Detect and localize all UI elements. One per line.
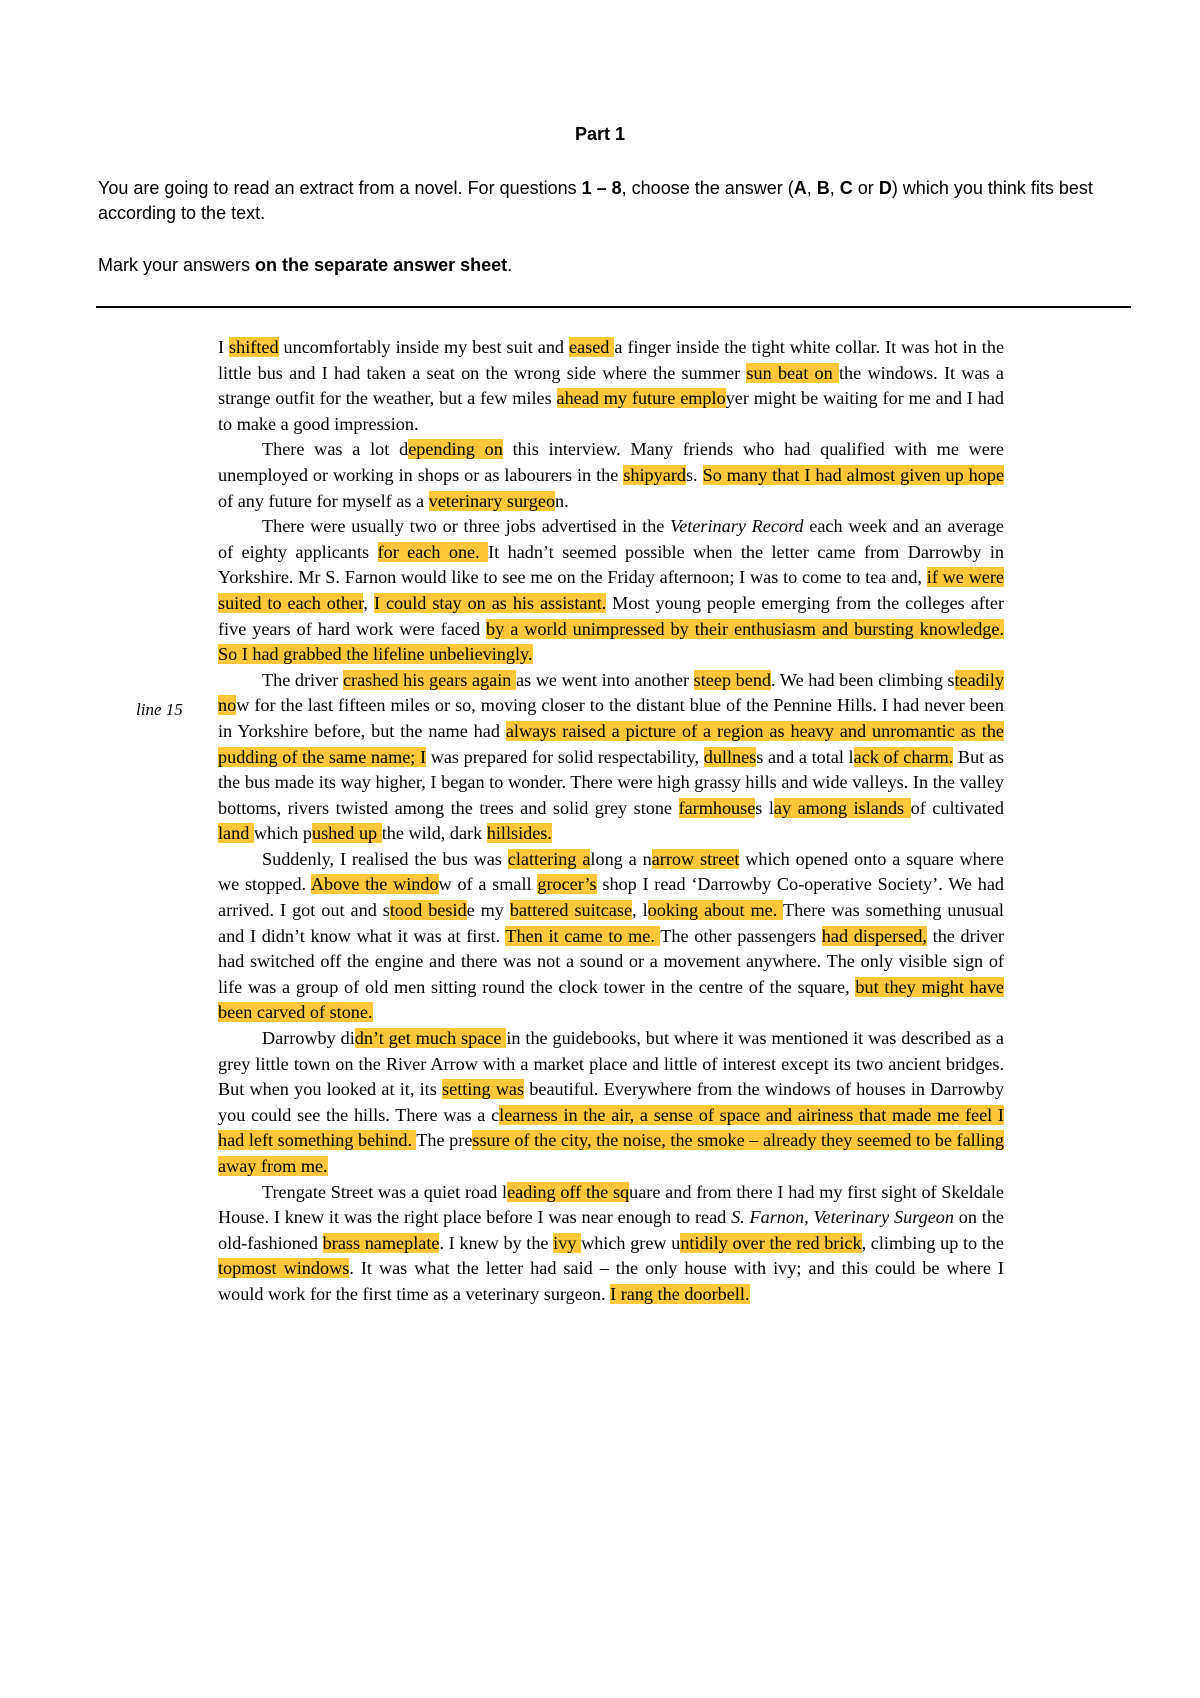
passage-text: this interview. Many friends who had qualified with me were unemployed or working in shops or as labourers in the bbox=[218, 439, 1005, 485]
highlighted-text: land bbox=[218, 823, 254, 844]
passage-text: s. bbox=[685, 464, 703, 485]
passage-text: uare and from there I had my first sight of Skeldale House. I knew it was the right place before I was near enough to read bbox=[218, 1181, 1004, 1228]
passage-paragraph bbox=[218, 335, 1004, 437]
highlighted-text: ahead my future emplo bbox=[556, 388, 726, 409]
highlighted-text: tood besid bbox=[389, 900, 467, 921]
passage-text: n. bbox=[555, 490, 569, 511]
passage-text: which opened onto a square where we stopped. bbox=[218, 848, 1004, 895]
highlighted-text: ivy bbox=[553, 1232, 582, 1253]
line-marker: line 15 bbox=[136, 700, 183, 719]
separator: , bbox=[806, 178, 817, 198]
passage-text: which p bbox=[253, 823, 312, 844]
passage-paragraph bbox=[218, 1026, 1004, 1180]
passage-text: . It was what the letter had said – the only house with ivy; and this could be where I would work for the first time as a veterinary surgeon. bbox=[218, 1258, 1004, 1304]
highlighted-text: Then it came to me. bbox=[505, 925, 661, 946]
passage-text: The pre bbox=[416, 1130, 473, 1151]
passage-text: Most young people emerging from the colleges after five years of hard work were faced bbox=[218, 592, 1005, 639]
passage-text: But as the bus made its way higher, I began to wonder. There were high grassy hills and wide valleys. In the valley bottoms, rivers twisted among the trees and solid grey stone bbox=[218, 746, 1005, 818]
highlighted-text: given up hope bbox=[900, 464, 1005, 485]
highlighted-text: battered suitcase bbox=[509, 900, 633, 921]
highlighted-text: ay among islands bbox=[773, 797, 911, 818]
highlighted-text: hillsides. bbox=[486, 823, 552, 844]
passage-text: There were usually two or three jobs advertised in the bbox=[262, 516, 671, 537]
passage-paragraph bbox=[218, 1180, 1004, 1308]
passage-text: It hadn’t seemed possible when the letter came from Darrowby in Yorkshire. Mr S. Farnon would like to see me on the Friday afternoon; I was to come to tea and, bbox=[218, 541, 1004, 588]
passage-text: was prepared for solid respectability, bbox=[426, 746, 704, 767]
passage-text: a finger inside the tight white collar. It was hot in the little bus and I had taken a seat on the wrong side where the summer bbox=[218, 337, 1005, 383]
passage-text: The driver bbox=[262, 669, 343, 690]
passage-text: beautiful. Everywhere from the windows of houses in Darrowby you could see the hills. There was a c bbox=[218, 1079, 1004, 1125]
passage-text: s l bbox=[755, 797, 774, 818]
passage-paragraph bbox=[218, 514, 1004, 668]
option-a: A bbox=[793, 178, 807, 198]
passage-text: I bbox=[218, 337, 230, 357]
option-d: D bbox=[878, 178, 892, 198]
passage-text: in the guidebooks, but where it was mentioned it was described as a grey little town on the River Arrow with a market place and little of interest except its two ancient bridges. But when you looked at it, its bbox=[218, 1028, 1004, 1100]
passage-text: Darrowby di bbox=[262, 1028, 355, 1049]
passage-text: on the old-fashioned bbox=[218, 1207, 1004, 1253]
highlighted-text: shipyard bbox=[623, 464, 686, 485]
highlighted-text: if we were suited to each other bbox=[218, 567, 1005, 613]
passage bbox=[218, 335, 1004, 1308]
passage-text: w of a small bbox=[438, 874, 538, 895]
instructions bbox=[98, 176, 1128, 226]
highlighted-text: but they might have been carved of stone. bbox=[218, 976, 1004, 1023]
highlighted-text: veterinary surgeo bbox=[428, 490, 556, 511]
highlighted-text: ushed up bbox=[311, 823, 382, 844]
separator: or bbox=[852, 178, 879, 198]
highlighted-text: by a world unimpressed by their enthusiasm and bursting knowledge. So I had grabbed the lifeline unbelievingly. bbox=[218, 618, 1005, 665]
highlighted-text: arrow street bbox=[651, 848, 740, 869]
passage-text: s and a total l bbox=[756, 746, 854, 767]
highlighted-text: farmhouse bbox=[678, 797, 756, 818]
passage-text: uncomfortably inside my best suit and bbox=[278, 337, 570, 357]
option-c: C bbox=[839, 178, 853, 198]
instruction-text: . bbox=[507, 255, 513, 275]
highlighted-text: ntidily over the red brick bbox=[680, 1232, 862, 1253]
passage-paragraph bbox=[218, 847, 1004, 1026]
passage-text: , l bbox=[632, 900, 648, 921]
passage-text: . I knew by the bbox=[439, 1232, 554, 1253]
highlighted-text: grocer’s bbox=[537, 874, 597, 895]
highlighted-text: eased bbox=[569, 337, 615, 357]
passage-text: long a n bbox=[590, 848, 652, 869]
highlighted-text: clattering a bbox=[507, 848, 591, 869]
instructions-text: You are going to read an extract from a novel. For questions bbox=[98, 178, 582, 198]
divider-rule bbox=[96, 306, 1131, 308]
highlighted-text: had dispersed, bbox=[821, 925, 927, 946]
passage-text: of any future for myself as a bbox=[218, 490, 429, 511]
passage-text: as we went into another bbox=[516, 669, 694, 690]
passage-text: The other passengers bbox=[660, 925, 822, 946]
highlighted-text: brass nameplate bbox=[322, 1232, 440, 1253]
highlighted-text: ooking about me. bbox=[647, 900, 783, 921]
passage-text: w for the last fifteen miles or so, moving closer to the distant blue of the Pennine Hills. I had never been in Yorkshire before, but the name had bbox=[218, 695, 1004, 741]
highlighted-text: dn’t get much space bbox=[354, 1028, 507, 1049]
highlighted-text: dullnes bbox=[703, 746, 757, 767]
highlighted-text: steep bend bbox=[693, 669, 772, 690]
option-b: B bbox=[816, 178, 830, 198]
highlighted-text: Above the windo bbox=[310, 874, 439, 895]
highlighted-text: sun beat on bbox=[746, 362, 839, 383]
passage-text: , bbox=[363, 592, 374, 613]
instructions-text: ) which you think fits best according to the text. bbox=[98, 178, 1093, 223]
passage-paragraph bbox=[218, 668, 1004, 847]
highlighted-text: learness in the air, a sense of space and airiness that made me feel I had left something behind. bbox=[218, 1104, 1004, 1151]
passage-text: shop I read ‘Darrowby Co-operative Society’. We had arrived. I got out and s bbox=[218, 874, 1004, 921]
answer-sheet-instruction bbox=[98, 253, 1128, 278]
highlighted-text: I rang the doorbell. bbox=[610, 1283, 750, 1304]
highlighted-text: crashed his gears again bbox=[342, 669, 516, 690]
question-range: 1 – 8 bbox=[581, 178, 622, 198]
passage-text: There was something unusual and I didn’t know what it was at first. bbox=[218, 900, 1004, 946]
highlighted-text: for each one. bbox=[377, 541, 489, 562]
highlighted-text: epending on bbox=[408, 439, 503, 460]
passage-text: of cultivated bbox=[910, 797, 1004, 818]
highlighted-text: always raised a picture of a region as heavy and unromantic as the pudding of the same name; I bbox=[218, 720, 1004, 767]
separator: , bbox=[829, 178, 840, 198]
instruction-emphasis: on the separate answer sheet bbox=[255, 255, 508, 275]
highlighted-text: ssure of the city, the noise, the smoke – already they seemed to be falling away from me. bbox=[218, 1130, 1004, 1176]
highlighted-text: setting was bbox=[442, 1079, 525, 1100]
passage-text: There was a lot d bbox=[262, 439, 409, 460]
passage-paragraph bbox=[218, 437, 1004, 514]
passage-text: each week and an average of eighty applicants bbox=[218, 516, 1004, 562]
italic-title: S. Farnon, Veterinary Surgeon bbox=[731, 1207, 954, 1228]
passage-text: . We had been climbing s bbox=[771, 669, 955, 690]
page-title: Part 1 bbox=[574, 124, 626, 144]
highlighted-text: teadily no bbox=[218, 669, 1004, 716]
instructions-text: , choose the answer ( bbox=[621, 178, 794, 198]
highlighted-text: topmost windows bbox=[218, 1258, 350, 1279]
highlighted-text: ack of charm. bbox=[853, 746, 954, 767]
passage-text: the driver had switched off the engine and there was not a sound or a movement anywhere. The only visible sign of life was a group of old men sitting round the clock tower in the centre of the square, bbox=[218, 925, 1004, 997]
passage-text: e my bbox=[466, 900, 510, 921]
instruction-text: Mark your answers bbox=[98, 255, 256, 275]
passage-text: Suddenly, I realised the bus was bbox=[262, 848, 508, 869]
passage-text: yer might be waiting for me and I had to make a good impression. bbox=[218, 388, 1004, 434]
highlighted-text: shifted bbox=[229, 337, 279, 357]
passage-text: which grew u bbox=[581, 1232, 681, 1253]
passage-text: , climbing up to the bbox=[861, 1232, 1005, 1253]
passage-text: the windows. It was a strange outfit for the weather, but a few miles bbox=[218, 362, 1004, 409]
highlighted-text: eading off the sq bbox=[507, 1181, 630, 1202]
highlighted-text: So many that I had almost bbox=[702, 464, 901, 485]
passage-text: the wild, dark bbox=[381, 823, 487, 844]
italic-title: Veterinary Record bbox=[670, 516, 804, 537]
passage-text: Trengate Street was a quiet road l bbox=[262, 1181, 508, 1202]
highlighted-text: I could stay on as his assistant. bbox=[373, 592, 607, 613]
